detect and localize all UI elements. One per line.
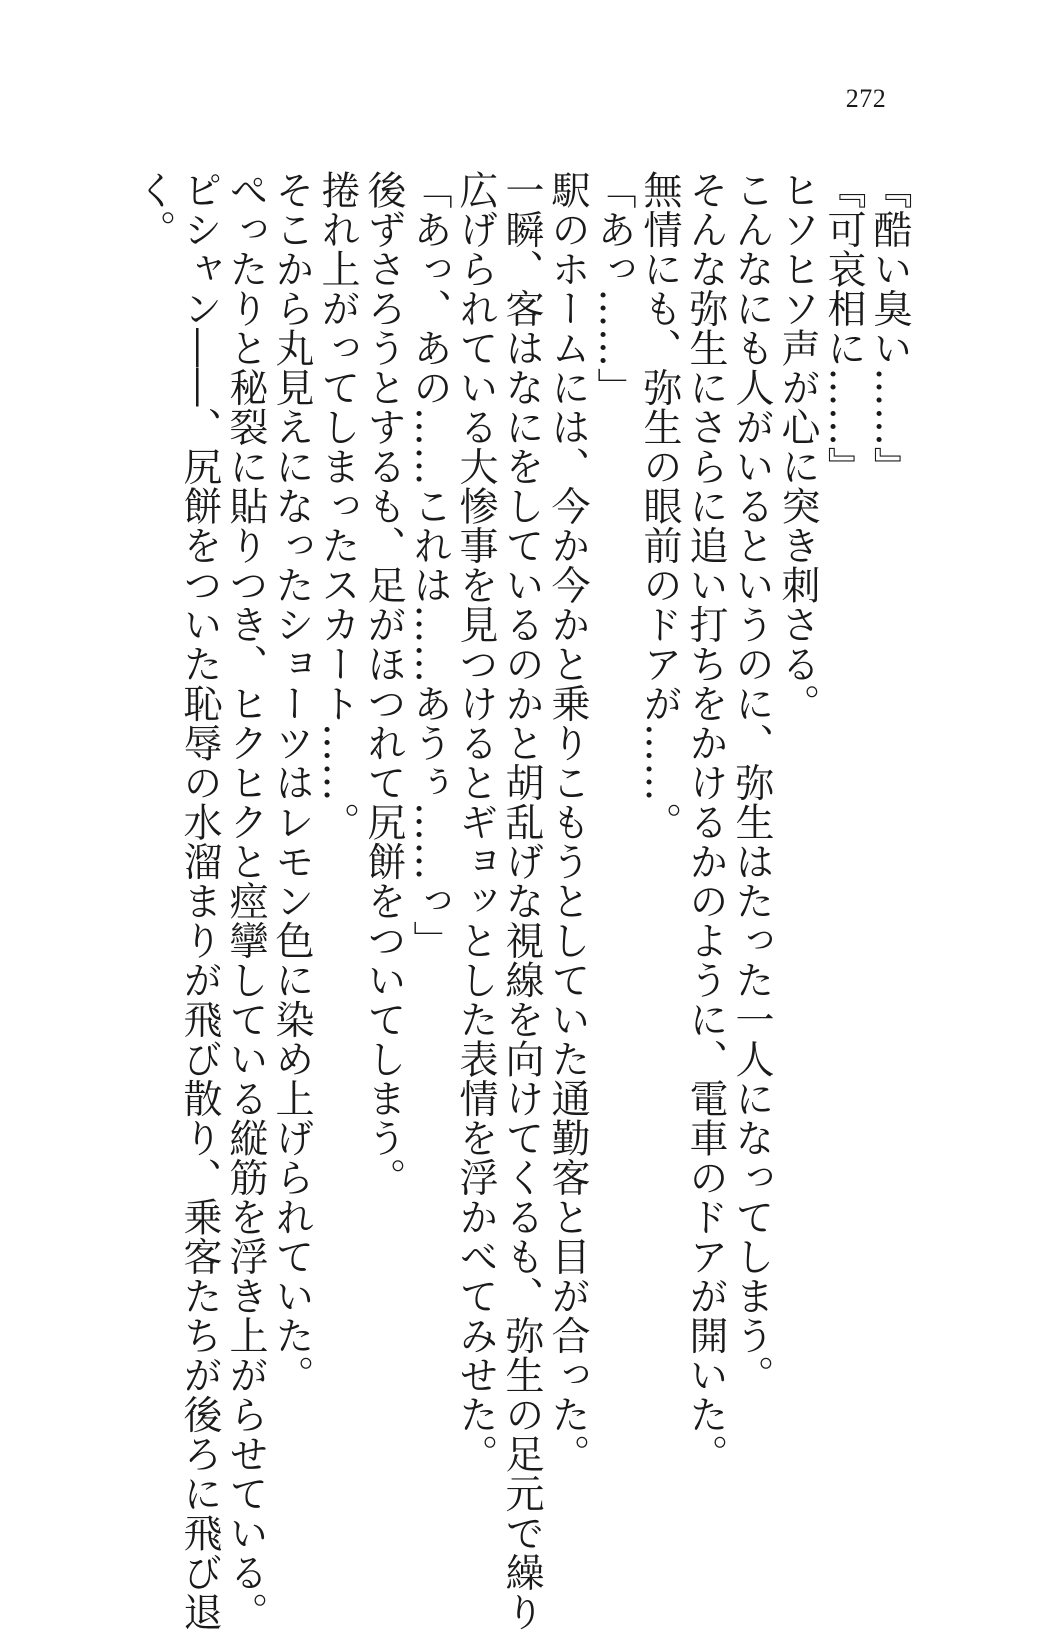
text-line: 一瞬、客はなにをしているのかと胡乱げな視線を向けてくるも、弥生の足元で繰り [499,170,544,1632]
text-line: 『酷い臭い……』 [867,170,912,486]
vertical-text-body [130,170,912,1632]
text-line: 捲れ上がってしまったスカート……。 [315,170,360,842]
text-line: 「あっ……」 [591,170,636,407]
text-line: 駅のホームには、今か今かと乗りこもうとしていた通勤客と目が合った。 [545,170,590,1474]
text-line: そこから丸見えになったショーツはレモン色に染め上げられていた。 [269,170,314,1395]
page-number: 272 [845,84,887,113]
text-line: そんな弥生にさらに追い打ちをかけるかのように、電車のドアが開いた。 [683,170,728,1474]
text-line: 後ずさろうとするも、足がほつれて尻餅をついてしまう。 [361,170,406,1197]
text-line: ピシャン――、尻餅をついた恥辱の水溜まりが飛び散り、乗客たちが後ろに飛び退 [177,170,222,1632]
text-line: く。 [131,170,176,249]
text-line: ヒソヒソ声が心に突き刺さる。 [775,170,820,723]
text-line: ぺったりと秘裂に貼りつき、ヒクヒクと痙攣している縦筋を浮き上がらせている。 [223,170,268,1632]
text-line: こんなにも人がいるというのに、弥生はたった一人になってしまう。 [729,170,774,1395]
text-line: 『可哀相に……』 [821,170,866,486]
text-line: 「あっ、あの……これは……あうぅ……っ」 [407,170,452,960]
text-line: 広げられている大惨事を見つけるとギョッとした表情を浮かべてみせた。 [453,170,498,1474]
text-line: 無情にも、弥生の眼前のドアが……。 [637,170,682,842]
